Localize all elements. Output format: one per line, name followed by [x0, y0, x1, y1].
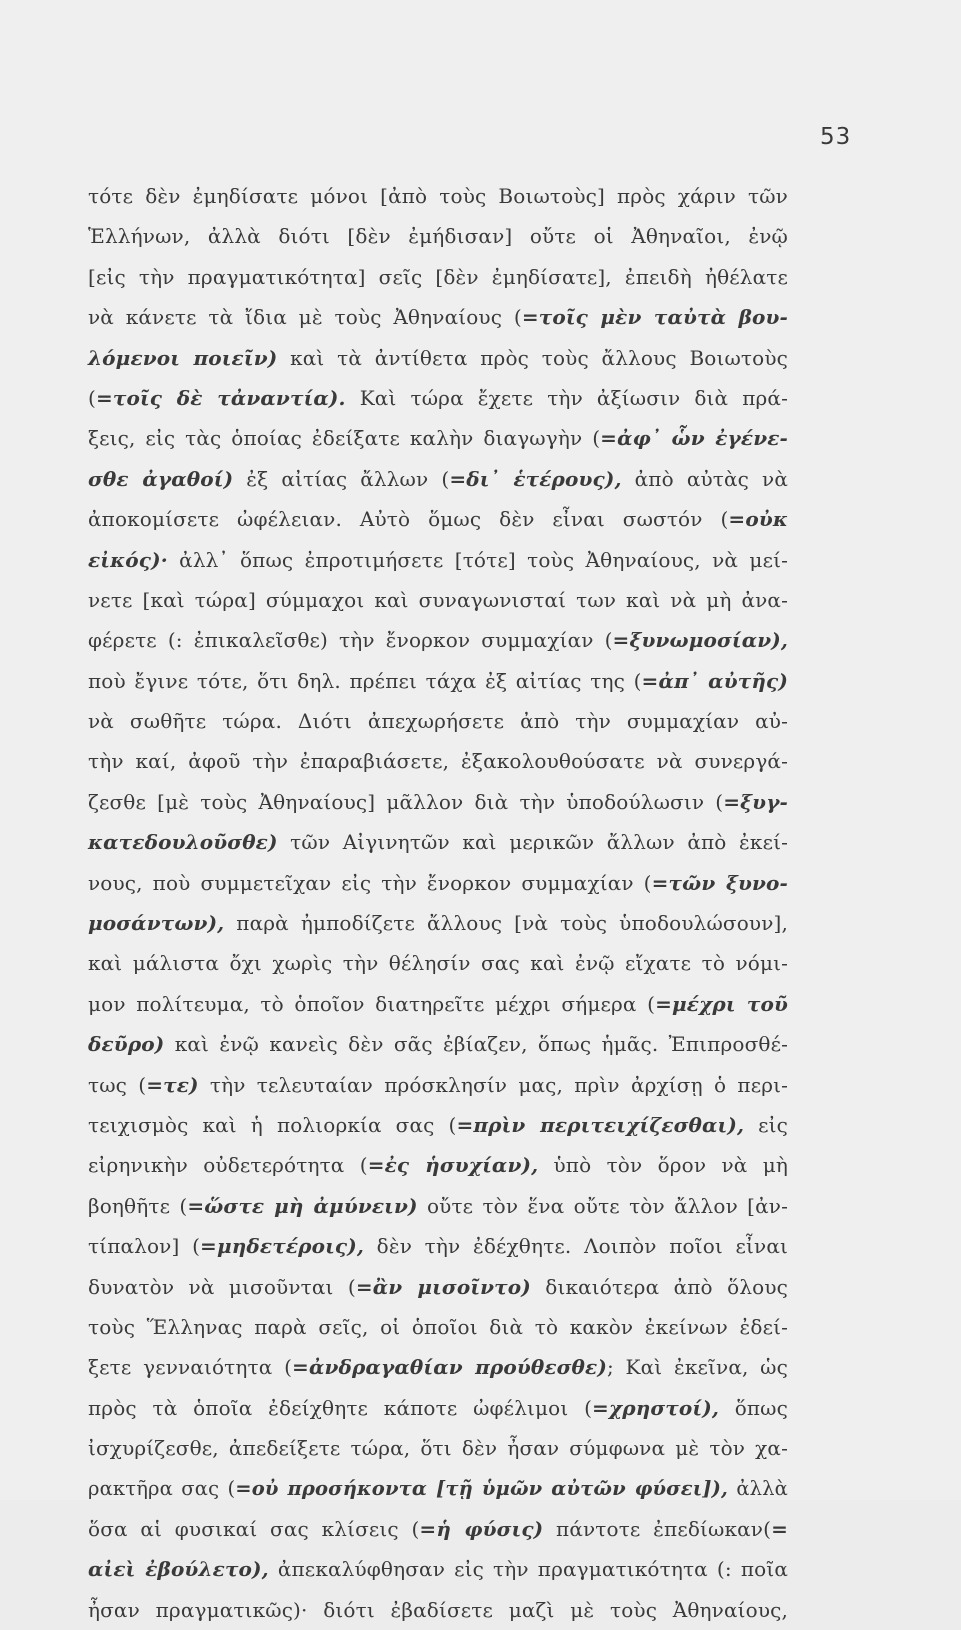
bold-gloss: =δι᾿ ἑτέρους), [449, 466, 622, 491]
text-segment: εἰρηνικὴν οὐδετερότητα ( [88, 1153, 368, 1178]
text-line [88, 338, 788, 378]
text-line [88, 1388, 788, 1428]
text-line [88, 1590, 788, 1630]
text-segment: ; Καὶ ἐκεῖνα, ὡς [606, 1355, 788, 1380]
text-segment: οὔτε τὸν ἕνα οὔτε τὸν ἄλλον [ἀν- [417, 1193, 788, 1218]
text-segment: ρακτῆρα σας ( [88, 1476, 236, 1500]
text-segment: μον πολίτευμα, τὸ ὁποῖον διατηρεῖτε μέχρι σήμερα ( [88, 991, 656, 1016]
bold-gloss: =πρὶν περιτειχίζεσθαι), [456, 1112, 745, 1137]
text-line [88, 216, 788, 256]
text-line [88, 499, 788, 539]
bold-gloss: =ἂν μισοῖντο) [355, 1274, 531, 1299]
text-segment: ξετε γενναιότητα ( [88, 1355, 293, 1380]
bold-gloss: =μέχρι τοῦ [655, 991, 788, 1016]
text-line [88, 903, 788, 943]
text-line [88, 782, 788, 822]
text-segment: πάντοτε ἐπεδίωκαν( [543, 1516, 772, 1541]
bold-gloss: =ξυνωμοσίαν), [612, 628, 788, 653]
text-line [88, 1024, 788, 1064]
text-segment: δικαιότερα ἀπὸ ὅλους [530, 1274, 789, 1299]
text-line [88, 1226, 788, 1266]
bold-gloss: κατεδουλοῦσθε) [88, 830, 278, 855]
text-segment: ( [88, 385, 96, 410]
text-line [88, 822, 788, 862]
bold-gloss: =ὥστε μὴ ἀμύνειν) [187, 1193, 418, 1218]
bold-gloss: =οὐ προσήκοντα [τῇ ὑμῶν αὐτῶν φύσει]), [235, 1476, 728, 1500]
text-line [88, 1509, 788, 1549]
text-segment: ἀποκομίσετε ὠφέλειαν. Αὐτὸ ὅμως δὲν εἶναι σωστόν ( [88, 507, 729, 532]
text-segment: τως ( [88, 1072, 147, 1097]
bold-gloss: δεῦρο) [88, 1032, 165, 1057]
text-segment: παρὰ ἠμποδίζετε ἄλλους [νὰ τοὺς ὑποδουλώσουν], [224, 911, 788, 936]
bold-gloss: αἰεὶ ἐβούλετο), [88, 1557, 269, 1582]
text-segment: καὶ μάλιστα ὄχι χωρὶς τὴν θέλησίν σας καὶ ἐνῷ εἴχατε τὸ νόμι- [88, 951, 788, 976]
bold-gloss: = [771, 1516, 788, 1541]
text-line [88, 741, 788, 781]
bold-gloss: =ἡ φύσις) [419, 1516, 544, 1541]
text-segment: βοηθῆτε ( [88, 1193, 188, 1218]
body-text [88, 176, 788, 1630]
text-segment: ἦσαν πραγματικῶς)· διότι ἐβαδίσετε μαζὶ μὲ τοὺς Ἀθηναίους, [88, 1597, 788, 1622]
text-line [88, 620, 788, 660]
text-segment: ἀπεκαλύφθησαν εἰς τὴν πραγματικότητα (: ποῖα [268, 1557, 788, 1582]
text-line [88, 1267, 788, 1307]
text-segment: δὲν τὴν ἐδέχθητε. Λοιπὸν ποῖοι εἶναι [363, 1234, 788, 1259]
text-segment: τειχισμὸς καὶ ἡ πολιορκία σας ( [88, 1112, 457, 1137]
text-segment: καὶ ἐνῷ κανεὶς δὲν σᾶς ἐβίαζεν, ὅπως ἡμᾶς. Ἐπιπροσθέ- [164, 1032, 788, 1057]
text-segment: ζεσθε [μὲ τοὺς Ἀθηναίους] μᾶλλον διὰ τὴν ὑποδούλωσιν ( [88, 789, 724, 814]
bold-gloss: =μηδετέροις), [200, 1234, 364, 1259]
text-segment: ἀλλ᾿ ὅπως ἐπροτιμήσετε [τότε] τοὺς Ἀθηναίους, νὰ μεί- [167, 547, 788, 572]
text-line [88, 1307, 788, 1347]
text-segment: νετε [καὶ τώρα] σύμμαχοι καὶ συναγωνισταί των καὶ νὰ μὴ ἀνα- [88, 587, 788, 612]
text-segment: τὴν καί, ἀφοῦ τὴν ἐπαραβιάσετε, ἐξακολουθούσατε νὰ συνεργά- [88, 749, 788, 774]
text-line [88, 378, 788, 418]
text-segment: καὶ τὰ ἀντίθετα πρὸς τοὺς ἄλλους Βοιωτοὺς [277, 345, 788, 370]
text-segment: φέρετε (: ἐπικαλεῖσθε) τὴν ἔνορκον συμμαχίαν ( [88, 628, 613, 653]
text-segment: τοὺς Ἕλληνας παρὰ σεῖς, οἱ ὁποῖοι διὰ τὸ κακὸν ἐκείνων ἐδεί- [88, 1314, 788, 1339]
text-segment: νὰ κάνετε τὰ ἴδια μὲ τοὺς Ἀθηναίους ( [88, 305, 522, 330]
bold-gloss: =τε) [146, 1072, 199, 1097]
text-segment: πρὸς τὰ ὁποῖα ἐδείχθητε κάποτε ὠφέλιμοι ( [88, 1395, 593, 1420]
text-segment: τίπαλον] ( [88, 1234, 201, 1259]
bold-gloss: εἰκός)· [88, 547, 168, 572]
bold-gloss: λόμενοι ποιεῖν) [88, 345, 278, 370]
text-segment: [εἰς τὴν πραγματικότητα] σεῖς [δὲν ἐμηδίσατε], ἐπειδὴ ἠθέλατε [88, 264, 788, 289]
text-line [88, 257, 788, 297]
text-line [88, 661, 788, 701]
text-segment: δυνατὸν νὰ μισοῦνται ( [88, 1274, 356, 1299]
text-segment: τὴν τελευταίαν πρόσκλησίν μας, πρὶν ἀρχίσῃ ὁ περι- [198, 1072, 789, 1097]
page-number: 53 [820, 124, 852, 150]
text-segment: εἰς [744, 1112, 788, 1137]
text-line [88, 1549, 788, 1589]
text-line [88, 418, 788, 458]
text-segment: ὅπως [718, 1395, 788, 1420]
text-line [88, 459, 788, 499]
bold-gloss: =τῶν ξυνο- [651, 870, 788, 895]
text-line [88, 176, 788, 216]
bold-gloss: =ξυγ- [723, 789, 788, 814]
bold-gloss: =ἀφ᾿ ὧν ἐγένε- [600, 426, 788, 451]
bold-gloss: =οὐκ [728, 507, 788, 532]
bold-gloss: =ἀνδραγαθίαν προύθεσθε) [292, 1355, 607, 1380]
text-line [88, 1105, 788, 1145]
text-segment: ἀπὸ αὐτὰς νὰ [621, 466, 789, 491]
text-line [88, 984, 788, 1024]
text-segment: ἰσχυρίζεσθε, ἀπεδείξετε τώρα, ὅτι δὲν ἦσαν σύμφωνα μὲ τὸν χα- [88, 1436, 788, 1461]
text-line [88, 580, 788, 620]
text-line [88, 701, 788, 741]
bold-gloss: σθε ἀγαθοί) [88, 466, 234, 491]
text-line [88, 1347, 788, 1387]
bold-gloss: =ἀπ᾿ αὐτῆς) [641, 668, 788, 693]
text-segment: ὑπὸ τὸν ὅρον νὰ μὴ [538, 1153, 788, 1178]
text-line [88, 1428, 788, 1468]
text-segment: Ἑλλήνων, ἀλλὰ διότι [δὲν ἐμήδισαν] οὔτε οἱ Ἀθηναῖοι, ἐνῷ [88, 224, 788, 249]
text-segment: τῶν Αἰγινητῶν καὶ μερικῶν ἄλλων ἀπὸ ἐκεί- [277, 830, 788, 855]
text-line [88, 863, 788, 903]
text-segment: ἐξ αἰτίας ἄλλων ( [233, 466, 450, 491]
text-line [88, 1145, 788, 1185]
text-line [88, 943, 788, 983]
bold-gloss: =τοῖς δὲ τἀναντία). [95, 385, 346, 410]
text-line [88, 1469, 788, 1509]
text-line [88, 297, 788, 337]
text-segment: τότε δὲν ἐμηδίσατε μόνοι [ἀπὸ τοὺς Βοιωτοὺς] πρὸς χάριν τῶν [88, 184, 788, 208]
text-line [88, 540, 788, 580]
text-segment: ἀλλὰ [728, 1476, 788, 1500]
bold-gloss: μοσάντων), [88, 911, 225, 936]
bold-gloss: =τοῖς μὲν ταὐτὰ βου- [521, 305, 788, 330]
text-line [88, 1065, 788, 1105]
text-segment: ξεις, εἰς τὰς ὁποίας ἐδείξατε καλὴν διαγωγὴν ( [88, 426, 601, 451]
text-segment: ὅσα αἱ φυσικαί σας κλίσεις ( [88, 1516, 420, 1541]
bold-gloss: =χρηστοί), [592, 1395, 719, 1420]
bold-gloss: =ἐς ἡσυχίαν), [367, 1153, 539, 1178]
text-segment: ποὺ ἔγινε τότε, ὅτι δηλ. πρέπει τάχα ἐξ αἰτίας της ( [88, 668, 642, 693]
text-segment: νους, ποὺ συμμετεῖχαν εἰς τὴν ἔνορκον συμμαχίαν ( [88, 870, 652, 895]
text-segment: Καὶ τώρα ἔχετε τὴν ἀξίωσιν διὰ πρά- [345, 385, 788, 410]
text-line [88, 1186, 788, 1226]
text-segment: νὰ σωθῆτε τώρα. Διότι ἀπεχωρήσετε ἀπὸ τὴν συμμαχίαν αὐ- [88, 709, 788, 734]
